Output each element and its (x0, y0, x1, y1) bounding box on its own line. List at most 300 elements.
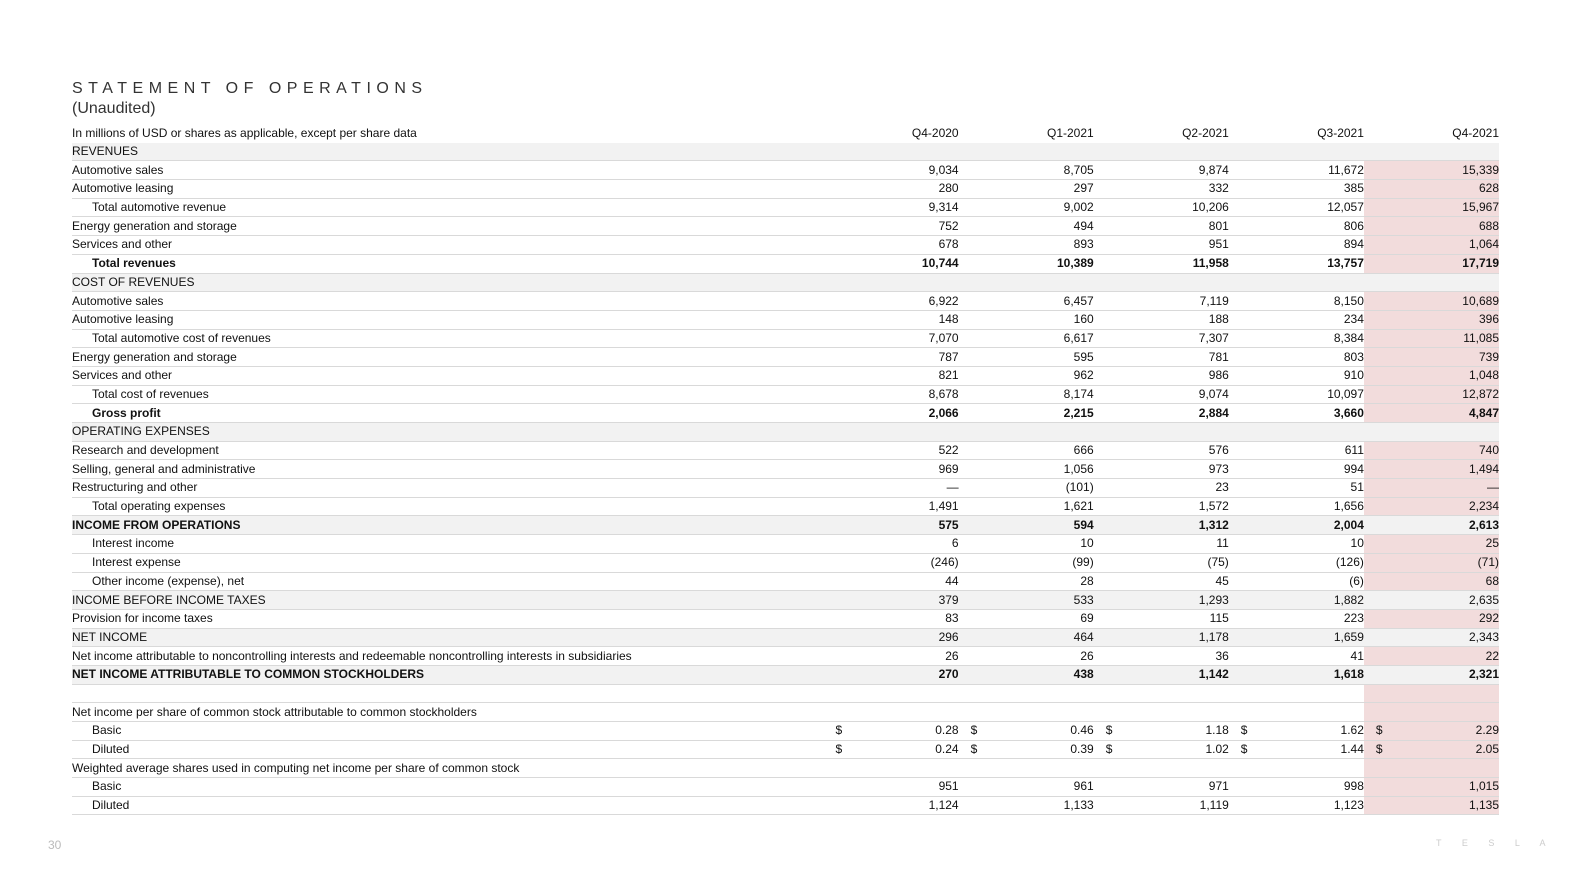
value-text: 894 (1343, 237, 1364, 252)
table-row (72, 497, 1499, 516)
value-cell (1094, 591, 1229, 610)
value-cell (959, 497, 1094, 516)
value-text: 8,174 (1063, 386, 1094, 401)
value-cell (1364, 329, 1499, 348)
value-cell (824, 684, 959, 703)
value-cell (1364, 778, 1499, 797)
value-text: 595 (1073, 349, 1094, 364)
value-cell (959, 460, 1094, 479)
value-cell (824, 572, 959, 591)
value-cell (1364, 273, 1499, 292)
value-text: 297 (1073, 181, 1094, 196)
value-cell (1094, 665, 1229, 684)
value-cell (959, 796, 1094, 815)
value-text: 739 (1478, 349, 1499, 364)
header-label: In millions of USD or shares as applicable, except per share data (72, 126, 417, 141)
value-text: 385 (1343, 181, 1364, 196)
value-cell (824, 553, 959, 572)
row-label: Diluted (72, 796, 824, 815)
row-label: COST OF REVENUES (72, 273, 824, 292)
value-cell (824, 778, 959, 797)
value-text: 893 (1073, 237, 1094, 252)
value-cell (1229, 516, 1364, 535)
value-text: 2,234 (1468, 499, 1499, 514)
column-header: Q1-2021 (1047, 126, 1094, 141)
value-cell (1094, 497, 1229, 516)
value-text: 26 (1080, 648, 1094, 663)
value-text: 9,002 (1063, 200, 1094, 215)
table-row (72, 778, 1499, 797)
value-cell (824, 180, 959, 199)
value-cell (824, 329, 959, 348)
value-text: — (1487, 480, 1499, 495)
value-text: 10,097 (1327, 386, 1364, 401)
row-label: Total automotive cost of revenues (72, 329, 824, 348)
value-cell (824, 161, 959, 180)
value-text: 2.29 (1475, 723, 1499, 738)
value-text: 1,056 (1063, 461, 1094, 476)
value-text: 7,307 (1198, 330, 1229, 345)
row-label: OPERATING EXPENSES (72, 423, 824, 442)
value-text: 0.39 (1070, 742, 1094, 757)
value-cell (1364, 684, 1499, 703)
table-row (72, 217, 1499, 236)
value-text: 22 (1485, 648, 1499, 663)
column-header: Q4-2020 (911, 126, 959, 141)
table-header-row (72, 125, 1499, 143)
value-text: 2,343 (1468, 629, 1499, 644)
value-text: 9,034 (928, 162, 959, 177)
value-text: 973 (1208, 461, 1229, 476)
value-text: 594 (1073, 517, 1094, 532)
value-text: 13,757 (1327, 256, 1364, 271)
value-text: 68 (1485, 573, 1499, 588)
value-text: 1,572 (1198, 499, 1229, 514)
currency-symbol: $ (1105, 723, 1113, 738)
value-text: 962 (1073, 368, 1094, 383)
currency-symbol: $ (1240, 723, 1248, 738)
table-row (72, 591, 1499, 610)
value-text: 0.28 (935, 723, 959, 738)
row-label: INCOME FROM OPERATIONS (72, 516, 824, 535)
row-label: Total revenues (72, 254, 824, 273)
value-text: 11,958 (1192, 256, 1229, 271)
value-cell (959, 180, 1094, 199)
value-cell (824, 497, 959, 516)
value-text: 752 (938, 218, 959, 233)
value-text: 9,874 (1198, 162, 1229, 177)
value-text: 1,882 (1333, 592, 1364, 607)
value-text: 332 (1208, 181, 1229, 196)
value-text: 688 (1478, 218, 1499, 233)
value-text: 969 (938, 461, 959, 476)
value-cell (1364, 385, 1499, 404)
table-row (72, 535, 1499, 554)
value-text: 36 (1215, 648, 1229, 663)
value-cell (1364, 143, 1499, 161)
value-cell (959, 535, 1094, 554)
value-cell (959, 665, 1094, 684)
value-text: 160 (1073, 312, 1094, 327)
value-cell (824, 217, 959, 236)
value-cell (824, 703, 959, 722)
value-text: 678 (938, 237, 959, 252)
value-cell (824, 516, 959, 535)
value-cell (824, 143, 959, 161)
value-text: 10,389 (1057, 256, 1094, 271)
value-cell (1229, 497, 1364, 516)
value-text: 270 (938, 667, 959, 682)
table-row (72, 310, 1499, 329)
currency-symbol: $ (835, 742, 843, 757)
row-label: Basic (72, 778, 824, 797)
value-cell (1364, 198, 1499, 217)
value-cell (1229, 628, 1364, 647)
value-text: 666 (1073, 443, 1094, 458)
row-label: Total cost of revenues (72, 385, 824, 404)
value-cell (1094, 647, 1229, 666)
row-label: Provision for income taxes (72, 609, 824, 628)
value-cell (1094, 366, 1229, 385)
value-text: 7,070 (928, 330, 959, 345)
value-text: 2,004 (1333, 517, 1364, 532)
row-label: Services and other (72, 236, 824, 255)
value-cell (1094, 684, 1229, 703)
value-cell (1364, 759, 1499, 778)
value-text: 0.24 (935, 742, 959, 757)
value-cell (824, 366, 959, 385)
table-row (72, 665, 1499, 684)
value-cell (824, 609, 959, 628)
value-cell (1229, 348, 1364, 367)
value-cell (959, 217, 1094, 236)
value-cell (824, 740, 959, 759)
value-text: 438 (1073, 667, 1094, 682)
value-cell (959, 647, 1094, 666)
value-cell (959, 628, 1094, 647)
value-cell (1364, 423, 1499, 442)
table-row (72, 404, 1499, 423)
value-cell (1364, 236, 1499, 255)
value-text: 10 (1080, 536, 1094, 551)
value-text: 51 (1350, 480, 1364, 495)
table-row (72, 628, 1499, 647)
value-cell (1094, 385, 1229, 404)
value-text: 292 (1478, 611, 1499, 626)
value-cell (824, 535, 959, 554)
table-row (72, 292, 1499, 311)
value-cell (959, 759, 1094, 778)
value-cell (1094, 236, 1229, 255)
row-label: Other income (expense), net (72, 572, 824, 591)
value-text: (99) (1072, 555, 1094, 570)
value-text: 8,678 (928, 386, 959, 401)
value-cell (959, 703, 1094, 722)
value-cell (1364, 217, 1499, 236)
value-cell (959, 722, 1094, 741)
value-text: 2,066 (928, 405, 959, 420)
value-cell (1229, 591, 1364, 610)
value-text: 188 (1208, 312, 1229, 327)
value-cell (824, 796, 959, 815)
value-cell (959, 329, 1094, 348)
value-text: 740 (1478, 443, 1499, 458)
column-header: Q4-2021 (1452, 126, 1499, 141)
value-cell (1364, 254, 1499, 273)
value-text: 396 (1478, 312, 1499, 327)
row-label: Restructuring and other (72, 479, 824, 498)
value-cell (1229, 254, 1364, 273)
table-row (72, 236, 1499, 255)
value-cell (1094, 273, 1229, 292)
value-cell (824, 722, 959, 741)
value-text: 23 (1215, 480, 1229, 495)
value-text: (75) (1207, 555, 1229, 570)
row-label: Basic (72, 722, 824, 741)
value-text: 628 (1478, 181, 1499, 196)
value-text: 11 (1216, 536, 1229, 551)
value-cell (1364, 161, 1499, 180)
page-number: 30 (48, 838, 62, 852)
table-row (72, 161, 1499, 180)
value-cell (959, 236, 1094, 255)
table-row (72, 722, 1499, 741)
value-text: 17,719 (1462, 256, 1499, 271)
value-text: 69 (1080, 611, 1094, 626)
value-text: 15,339 (1462, 162, 1499, 177)
value-text: 7,119 (1199, 293, 1229, 308)
value-text: 10,206 (1192, 200, 1229, 215)
value-text: 8,150 (1333, 293, 1364, 308)
value-cell (1229, 572, 1364, 591)
value-text: 10,744 (921, 256, 959, 271)
value-cell (1364, 553, 1499, 572)
value-cell (1229, 740, 1364, 759)
value-cell (1094, 460, 1229, 479)
value-cell (1364, 628, 1499, 647)
value-text: 10 (1350, 536, 1364, 551)
value-cell (1094, 254, 1229, 273)
value-cell (1229, 404, 1364, 423)
value-text: 25 (1485, 536, 1499, 551)
table-row (72, 740, 1499, 759)
table-row (72, 647, 1499, 666)
value-cell (1094, 740, 1229, 759)
value-cell (1364, 647, 1499, 666)
value-cell (959, 684, 1094, 703)
value-cell (1364, 740, 1499, 759)
row-label: Total operating expenses (72, 497, 824, 516)
value-text: 2,635 (1468, 592, 1499, 607)
value-cell (1094, 759, 1229, 778)
table-row (72, 198, 1499, 217)
table-row (72, 385, 1499, 404)
row-label: Selling, general and administrative (72, 460, 824, 479)
value-text: 971 (1208, 779, 1229, 794)
table-row (72, 348, 1499, 367)
value-cell (1229, 759, 1364, 778)
value-cell (1364, 497, 1499, 516)
value-cell (824, 423, 959, 442)
table-row (72, 254, 1499, 273)
value-text: 15,967 (1462, 200, 1499, 215)
value-text: 4,847 (1468, 405, 1499, 420)
table-row (72, 479, 1499, 498)
value-cell (959, 143, 1094, 161)
row-label (72, 684, 824, 703)
row-label: Interest income (72, 535, 824, 554)
value-text: (71) (1477, 555, 1499, 570)
value-cell (1229, 143, 1364, 161)
value-cell (959, 572, 1094, 591)
value-cell (959, 292, 1094, 311)
value-text: 1,064 (1468, 237, 1499, 252)
column-header: Q2-2021 (1182, 126, 1229, 141)
value-cell (824, 385, 959, 404)
table-row (72, 684, 1499, 703)
value-cell (1229, 217, 1364, 236)
table-row (72, 366, 1499, 385)
value-cell (959, 310, 1094, 329)
value-text: 576 (1208, 443, 1229, 458)
value-cell (959, 423, 1094, 442)
row-label: Net income per share of common stock attributable to common stockholders (72, 703, 824, 722)
value-text: 910 (1343, 368, 1364, 383)
value-cell (824, 628, 959, 647)
value-cell (959, 609, 1094, 628)
value-cell (1229, 366, 1364, 385)
value-cell (824, 647, 959, 666)
value-text: 1.62 (1340, 723, 1364, 738)
value-text: 1,293 (1198, 592, 1229, 607)
row-label: Energy generation and storage (72, 348, 824, 367)
value-cell (1094, 348, 1229, 367)
value-cell (1364, 703, 1499, 722)
value-text: 533 (1073, 592, 1094, 607)
value-cell (1094, 628, 1229, 647)
value-cell (959, 479, 1094, 498)
value-text: 998 (1343, 779, 1364, 794)
value-text: 44 (945, 573, 959, 588)
value-text: 45 (1215, 573, 1229, 588)
row-label: Net income attributable to noncontrolling interests and redeemable noncontrolling interests in subsidiaries (72, 647, 824, 666)
value-text: 9,074 (1198, 386, 1229, 401)
value-text: 8,705 (1063, 162, 1094, 177)
value-cell (959, 441, 1094, 460)
value-text: 6,457 (1063, 293, 1094, 308)
value-cell (824, 292, 959, 311)
value-text: 1,048 (1468, 368, 1499, 383)
table-row (72, 329, 1499, 348)
value-text: (246) (930, 555, 959, 570)
value-text: 1,124 (928, 798, 959, 813)
value-cell (1094, 423, 1229, 442)
value-cell (1364, 404, 1499, 423)
value-text: 26 (945, 648, 959, 663)
value-text: 781 (1208, 349, 1229, 364)
value-cell (1364, 665, 1499, 684)
value-text: 803 (1343, 349, 1364, 364)
value-text: 801 (1208, 218, 1229, 233)
row-label: NET INCOME (72, 628, 824, 647)
value-text: 12,872 (1462, 386, 1499, 401)
value-cell (1364, 609, 1499, 628)
value-cell (1094, 703, 1229, 722)
value-cell (959, 516, 1094, 535)
currency-symbol: $ (970, 742, 978, 757)
value-cell (959, 591, 1094, 610)
value-text: 575 (938, 517, 959, 532)
value-cell (824, 254, 959, 273)
value-cell (1364, 366, 1499, 385)
value-text: 951 (1208, 237, 1229, 252)
value-cell (1094, 292, 1229, 311)
value-cell (1229, 180, 1364, 199)
value-cell (1094, 516, 1229, 535)
value-cell (1364, 310, 1499, 329)
value-cell (1364, 516, 1499, 535)
row-label: Research and development (72, 441, 824, 460)
row-label: Interest expense (72, 553, 824, 572)
value-cell (1094, 535, 1229, 554)
value-text: 2,215 (1063, 405, 1094, 420)
value-cell (1229, 684, 1364, 703)
value-text: 6 (951, 536, 959, 551)
row-label: INCOME BEFORE INCOME TAXES (72, 591, 824, 610)
table-row (72, 143, 1499, 161)
value-cell (824, 665, 959, 684)
value-cell (824, 310, 959, 329)
row-label: Services and other (72, 366, 824, 385)
value-text: 1.44 (1340, 742, 1364, 757)
statement-table (72, 125, 1499, 815)
value-cell (1364, 796, 1499, 815)
value-text: 464 (1073, 629, 1094, 644)
value-cell (1229, 329, 1364, 348)
value-text: 83 (945, 611, 959, 626)
value-text: 234 (1343, 312, 1364, 327)
row-label: REVENUES (72, 143, 824, 161)
value-cell (1094, 796, 1229, 815)
value-text: 1,015 (1468, 779, 1499, 794)
value-cell (824, 591, 959, 610)
value-cell (1094, 198, 1229, 217)
table-row (72, 273, 1499, 292)
value-cell (1094, 479, 1229, 498)
value-cell (959, 778, 1094, 797)
value-cell (1229, 198, 1364, 217)
value-text: 806 (1343, 218, 1364, 233)
value-cell (824, 236, 959, 255)
currency-symbol: $ (835, 723, 843, 738)
value-cell (1364, 535, 1499, 554)
value-text: 821 (938, 368, 959, 383)
value-cell (959, 161, 1094, 180)
value-cell (1094, 553, 1229, 572)
value-cell (1229, 385, 1364, 404)
table-row (72, 423, 1499, 442)
value-cell (1229, 535, 1364, 554)
value-text: (126) (1335, 555, 1364, 570)
value-text: 9,314 (928, 200, 959, 215)
value-cell (1229, 778, 1364, 797)
value-cell (1094, 778, 1229, 797)
value-cell (1229, 647, 1364, 666)
value-cell (1094, 143, 1229, 161)
value-text: 0.46 (1070, 723, 1094, 738)
value-text: 8,384 (1333, 330, 1364, 345)
row-label: Automotive sales (72, 292, 824, 311)
